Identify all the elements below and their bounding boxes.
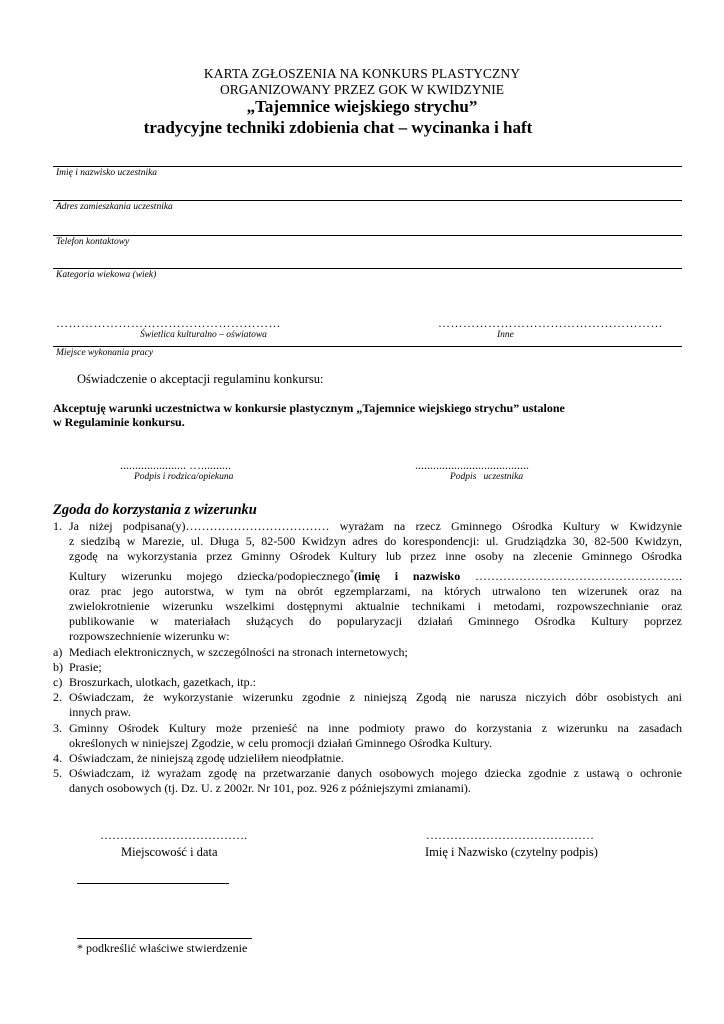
consent-line [69,565,682,584]
consent-line-part: Kultury wizerunku mojego dziecka/podopiecznego [69,568,350,583]
item-text: Broszurkach, ulotkach, gazetkach, itp.: [69,675,256,690]
consent-line: z siedzibą w Marezie, ul. Długa 5, 82-500 Kwidzyn adres do korespondencji: ul. Grudziądzka 30, 82-500 Kwidzyn, [69,534,682,549]
header-line-1: KARTA ZGŁOSZENIA NA KONKURS PLASTYCZNY [203,66,521,81]
accept-line-2: w Regulaminie konkursu. [53,415,185,429]
participant-signature-label: Podpis uczestnika [450,472,524,482]
item-number: 5. [53,766,62,781]
consent-title: Zgoda do korzystania z wizerunku [53,502,257,518]
participant-signature-dots[interactable]: ...................................... [415,458,529,472]
item-letter: b) [53,659,63,674]
item-number: 1. [53,519,62,533]
address-field-label: Adres zamieszkania uczestnika [56,202,173,212]
item-number: 2. [53,690,62,705]
footnote-marker: * [349,567,354,577]
item-text: Oświadczam, że niniejszą zgodę udzieliłem nieodpłatnie. [69,751,344,766]
option-right-label: Inne [497,330,514,340]
contest-title: „Tajemnice wiejskiego strychu” [246,97,478,116]
age-field-line[interactable] [53,268,682,269]
item-letter: a) [53,644,63,659]
consent-item-1 [53,519,682,645]
place-date-dots[interactable]: ………………………………. [100,828,247,842]
consent-line: Ja niżej podpisana(y)……………………………… wyrażam na rzecz Gminnego Ośrodka Kultury w Kwidzynie [69,519,682,533]
age-field-label: Kategoria wiekowa (wiek) [56,270,157,280]
consent-line: publikowanie w materiałach służących do popularyzacji działań Gminnego Ośrodka Kultury poprzez [69,614,682,629]
place-date-label: Miejscowość i data [121,845,218,859]
item-number: 4. [53,751,62,766]
header-line-2: ORGANIZOWANY PRZEZ GOK W KWIDZYNIE [220,82,504,97]
consent-item-5 [53,766,682,796]
name-prompt: (imię i nazwisko [353,568,461,583]
consent-line: określonych w niniejszej Zgodzie, w celu promocji działań Gminnego Ośrodka Kultury. [69,735,493,750]
option-left-label: Świetlica kulturalno – oświatowa [140,330,267,340]
consent-line: rozpowszechnienie wizerunku w: [69,629,230,644]
consent-line: oraz prac jego autorstwa, w tym na obrót egzemplarzami, na których utrwalono ten wizerunek oraz na [69,583,682,598]
blank-line [77,883,229,884]
item-letter: c) [53,675,63,690]
parent-signature-label: Podpis i rodzica/opiekuna [134,472,234,482]
full-name-dots[interactable]: …………………………………… [426,828,594,842]
consent-line: Oświadczam, iż wyrażam zgodę na przetwarzanie danych osobowych mojego dziecka zgodnie z ustawą o ochronie [69,766,682,781]
place-field-label: Miejsce wykonania pracy [56,348,154,358]
option-right-dots[interactable]: ……………………………………………… [438,316,663,330]
consent-item-2 [53,690,682,720]
footnote-separator [77,938,252,939]
consent-line: Oświadczam, że wykorzystanie wizerunku zgodnie z niniejszą Zgodą nie narusza niczyich dóbr osobistych ani [69,690,682,705]
parent-signature-dots[interactable]: ...................... ….......... [120,458,231,472]
item-text: Mediach elektronicznych, w szczególności na stronach internetowych; [69,644,408,659]
consent-line: danych osobowych (tj. Dz. U. z 2002r. Nr 101, poz. 926 z późniejszymi zmianami). [69,781,471,796]
consent-line: zgodę na wykorzystania przez Gminny Ośrodek Kultury lub przez inne osoby na zlecenie Gminnego Ośrodka [69,549,682,564]
option-left-dots[interactable]: ……………………………………………… [56,316,281,330]
rules-heading: Oświadczenie o akceptacji regulaminu konkursu: [77,372,324,386]
address-field-line[interactable] [53,200,682,201]
consent-line: innych praw. [69,705,131,720]
contest-subtitle: tradycyjne techniki zdobienia chat – wycinanka i haft [143,118,533,137]
name-field-label: Imię i nazwisko uczestnika [56,168,158,178]
consent-line: zwielokrotnienie wizerunku wszelkimi dostępnymi aktualnie technikami i metodami, rozpowszechnianie oraz [69,599,682,614]
consent-item-3 [53,721,682,751]
accept-line-1: Akceptuję warunki uczestnictwa w konkursie plastycznym „Tajemnice wiejskiego strychu” ustalone [53,401,565,415]
footnote: * podkreślić właściwe stwierdzenie [77,941,248,955]
consent-item-4 [53,751,682,766]
consent-body [53,519,682,797]
place-field-line[interactable] [53,346,682,347]
consent-item-b [53,660,682,675]
phone-field-line[interactable] [53,235,682,236]
consent-line: Gminny Ośrodek Kultury może przenieść na inne podmioty prawo do korzystania z wizerunku na zasadach [69,720,682,735]
child-name-dots[interactable]: ……………………………………………. [475,568,682,583]
consent-item-a [53,645,682,660]
phone-field-label: Telefon kontaktowy [56,237,130,247]
item-text: Prasie; [69,659,102,674]
full-name-label: Imię i Nazwisko (czytelny podpis) [425,845,598,859]
item-number: 3. [53,720,62,735]
consent-item-c [53,675,682,690]
name-field-line[interactable] [53,166,682,167]
